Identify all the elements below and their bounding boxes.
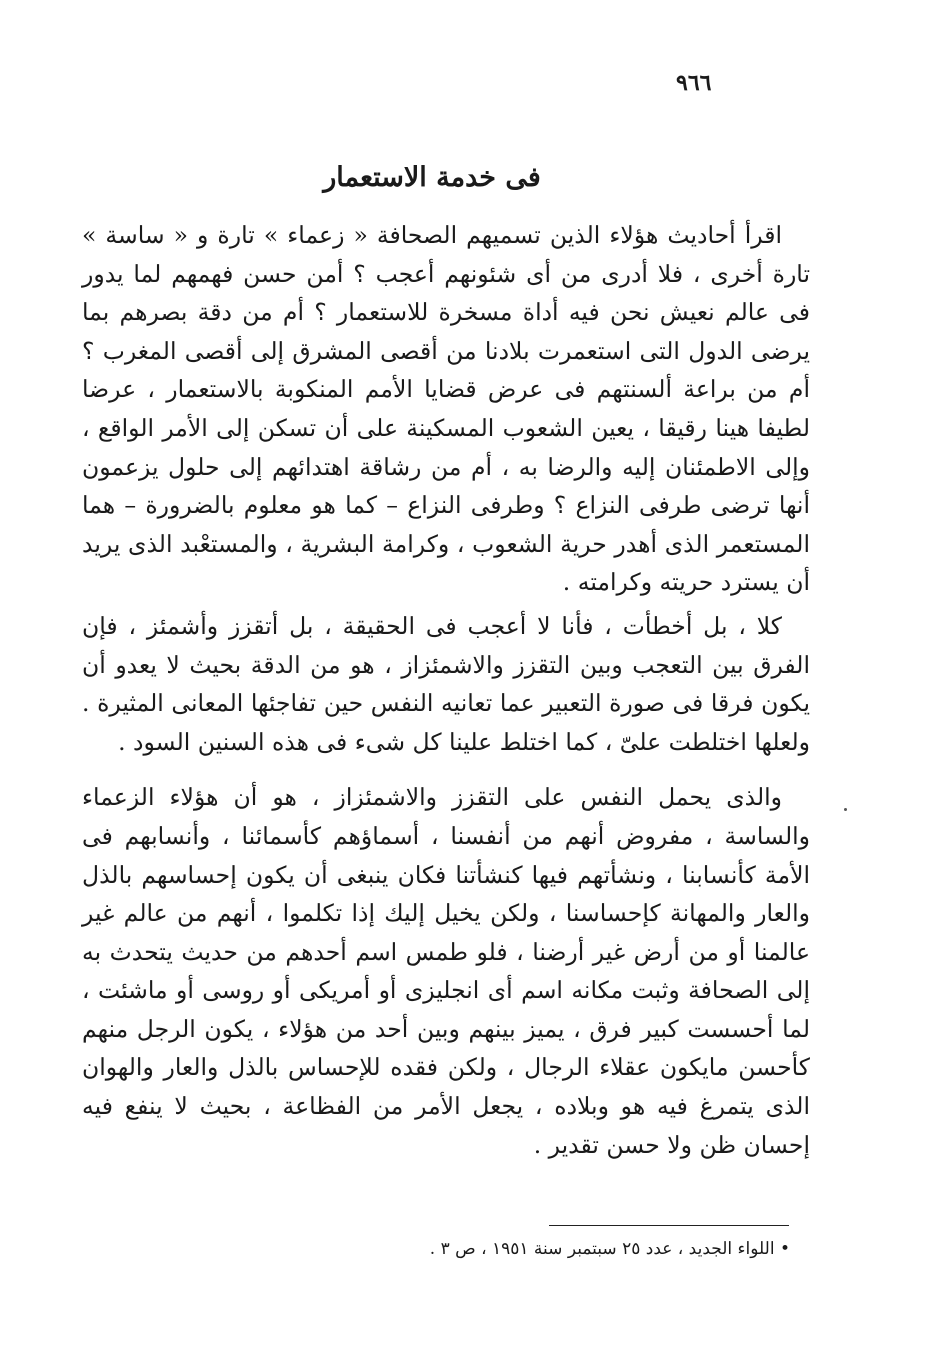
footnote: • اللواء الجديد ، عدد ٢٥ سبتمبر سنة ١٩٥١ ، ص ٣ .: [429, 1239, 790, 1259]
footnote-divider: [549, 1225, 789, 1226]
page-title: فى خدمة الاستعمار: [323, 162, 541, 193]
article-body: [82, 216, 810, 1164]
paragraph-1: اقرأ أحاديث هؤلاء الذين تسميهم الصحافة « زعماء » تارة و « ساسة » تارة أخرى ، فلا أدرى من أى شئونهم أعجب ؟ أمن حسن فهمهم لما يدور فى عالم نعيش نحن فيه أداة مسخرة للاستعمار ؟ أم من دقة بصرهم بما يرضى الدول التى استعمرت بلادنا من أقصى المشرق إلى أقصى المغرب ؟ أم من براعة ألسنتهم فى عرض قضايا الأمم المنكوبة بالاستعمار ، عرضا لطيفا هينا رقيقا ، يعين الشعوب المسكينة على أن تسكن إلى الأمر الواقع ، وإلى الاطمئنان إليه والرضا به ، أم من رشاقة اهتدائهم إلى حلول يزعمون أنها ترضى طرفى النزاع ؟ وطرفى النزاع – كما هو معلوم بالضرورة – هما المستعمر الذى أهدر حرية الشعوب ، وكرامة البشرية ، والمستعْبد الذى يريد أن يسترد حريته وكرامته .: [82, 221, 810, 597]
scan-speck: [844, 808, 847, 811]
page-number: ٩٦٦: [676, 70, 712, 96]
paragraph-2: كلا ، بل أخطأت ، فأنا لا أعجب فى الحقيقة ، بل أتقزز وأشمئز ، فإن الفرق بين التعجب وبين التقزز والاشمئزاز ، هو من الدقة بحيث لا يعدو أن يكون فرقا فى صورة التعبير عما تعانيه النفس حين تفاجئها المعانى المثيرة . ولعلها اختلطت علىّ ، كما اختلط علينا كل شىء فى هذه السنين السود .: [82, 611, 810, 756]
paragraph-3: والذى يحمل النفس على التقزز والاشمئزاز ، هو أن هؤلاء الزعماء والساسة ، مفروض أنهم من أنفسنا ، أسماؤهم كأسمائنا ، وأنسابهم فى الأمة كأنسابنا ، ونشأتهم فيها كنشأتنا فكان ينبغى أن يكون إحساسهم بالذل والعار والمهانة كإحساسنا ، ولكن يخيل إليك إذا تكلموا ، أنهم من عالم غير عالمنا أو من أرض غير أرضنا ، فلو طمس اسم أحدهم من حديث يتحدث به إلى الصحافة وثبت مكانه اسم أى انجليزى أو أمريكى أو روسى أو ماشئت ، لما أحسست كبير فرق ، يميز بينهم وبين أحد من هؤلاء ، يكون الرجل منهم كأحسن مايكون عقلاء الرجال ، ولكن فقده للإحساس بالذل والعار والهوان الذى يتمرغ فيه هو وبلاده ، يجعل الأمر من الفظاعة ، بحيث لا ينفع فيه إحسان ظن ولا حسن تقدير .: [82, 783, 810, 1159]
